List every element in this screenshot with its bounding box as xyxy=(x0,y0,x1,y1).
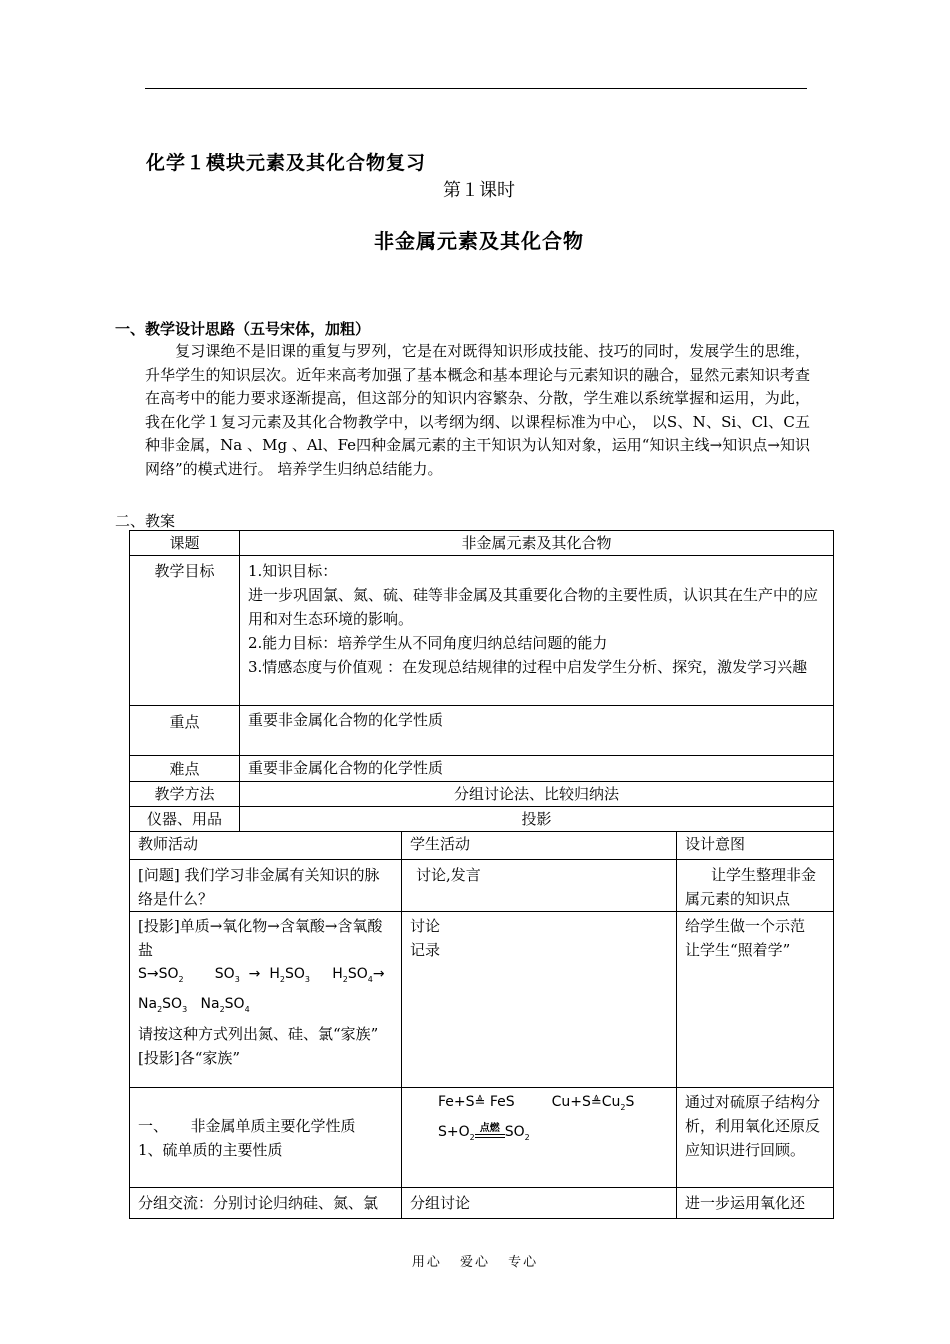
section1-paragraph-text: 复习课绝不是旧课的重复与罗列，它是在对既得知识形成技能、技巧的同时，发展学生的思维，升华学生的知识层次。近年来高考加强了基本概念和基本理论与元素知识的融合，显然元素知识考查在高考中的能力要求逐渐提高，但这部分的知识内容繁杂、分散，学生难以系统掌握和运用，为此，我在化学１复习元素及其化合物教学中，以考纲为纲、以课程标准为中心， 以S、N、Si、Cl、C五种非金属，Na 、Mg 、Al、Fe四种金属元素的主干知识为认知对象，运用“知识主线→知识点→知识网络”的模式进行。 培养学生归纳总结能力。 xyxy=(145,342,810,478)
ignite-condition xyxy=(475,1120,505,1146)
row1-teacher: [问题] 我们学习非金属有关知识的脉络是什么？ xyxy=(130,860,402,912)
topic-label: 课题 xyxy=(130,531,240,556)
footer-word-1: 用心 xyxy=(411,1255,442,1270)
row2-student-line1: 讨论 xyxy=(410,917,441,935)
row2-teacher xyxy=(130,912,402,1088)
table-row xyxy=(130,912,834,1088)
row4-student: 分组讨论 xyxy=(402,1188,677,1219)
goal1-title: 1.知识目标： xyxy=(248,562,338,580)
row1-intent: 让学生整理非金属元素的知识点 xyxy=(677,860,834,912)
row2-teacher-line2: $S\to SO_2$ $SO_3 \to H_2SO_3$ $H_2SO_4\to$ $Na_2SO_3$ $Na_2SO_4$ xyxy=(138,966,385,1014)
goals-label: 教学目标 xyxy=(130,556,240,706)
row4-intent: 进一步运用氧化还 xyxy=(677,1188,834,1219)
col-intent-header: 设计意图 xyxy=(677,832,834,860)
row3-intent: 通过对硫原子结构分析，利用氧化还原反应知识进行回顾。 xyxy=(677,1088,834,1188)
difficult-label: 难点 xyxy=(130,756,240,782)
row2-student-line2: 记录 xyxy=(410,941,441,959)
row4-teacher: 分组交流：分别讨论归纳硅、氮、氯 xyxy=(130,1188,402,1219)
topic-value: 非金属元素及其化合物 xyxy=(240,531,834,556)
lesson-plan-table xyxy=(129,530,834,1219)
tools-value: 投影 xyxy=(240,807,834,832)
row3-equations xyxy=(402,1088,677,1188)
lesson-number: 第１课时 xyxy=(443,180,515,201)
goal3-text: 在发现总结规律的过程中启发学生分析、探究，激发学习兴趣 xyxy=(402,658,808,676)
ignite-label: 点燃 xyxy=(479,1122,500,1134)
eq3-product: $SO_2$ xyxy=(504,1123,530,1142)
goal1-text: 进一步巩固氯、氮、硫、硅等非金属及其重要化合物的主要性质，认识其在生产中的应用和对生态环境的影响。 xyxy=(248,586,819,628)
method-value: 分组讨论法、比较归纳法 xyxy=(240,782,834,807)
equation-cu-s xyxy=(552,1090,635,1120)
row2-teacher-line3: 请按这种方式列出氮、硅、氯“家族” xyxy=(138,1024,379,1043)
heat-sign-icon: ≜ xyxy=(590,1095,602,1110)
tools-label: 仪器、用品 xyxy=(130,807,240,832)
table-row xyxy=(130,860,834,912)
goals-cell xyxy=(240,556,834,706)
eq1-reactants: Fe+S xyxy=(438,1094,475,1110)
eq2-reactants: Cu+S xyxy=(551,1094,591,1110)
row2-intent-line1: 给学生做一个示范 xyxy=(685,917,806,935)
equals-bar xyxy=(475,1134,505,1138)
eq1-product: FeS xyxy=(489,1094,515,1110)
key-value: 重要非金属化合物的化学性质 xyxy=(240,706,834,756)
row2-teacher-line1: [投影]单质→氧化物→含氧酸→含氧酸盐 xyxy=(138,917,383,959)
heat-sign-icon: ≜ xyxy=(474,1095,486,1110)
goal3-label: 3.情感态度与价值观 ： xyxy=(248,658,403,676)
row2-student xyxy=(402,912,677,1088)
row2-intent-line2: 让学生“照着学” xyxy=(685,941,791,959)
row1-student: 讨论,发言 xyxy=(402,860,677,912)
section2-heading: 二、教案 xyxy=(115,512,176,530)
section1-heading: 一、教学设计思路（五号宋体，加粗） xyxy=(115,320,371,338)
row2-teacher-line4: [投影]各“家族” xyxy=(138,1048,241,1067)
eq2-product: $Cu_2S$ xyxy=(601,1094,635,1112)
table-row xyxy=(130,1088,834,1188)
equation-fe-s xyxy=(438,1090,515,1115)
section1-paragraph xyxy=(145,340,810,481)
header-rule xyxy=(145,88,807,89)
page-footer xyxy=(0,1251,950,1270)
difficult-value: 重要非金属化合物的化学性质 xyxy=(240,756,834,782)
goal2: 2.能力目标：培养学生从不同角度归纳总结问题的能力 xyxy=(248,634,608,652)
row2-intent xyxy=(677,912,834,1088)
equation-s-o2 xyxy=(438,1120,668,1150)
footer-word-2: 爱心 xyxy=(459,1255,490,1270)
key-label: 重点 xyxy=(130,706,240,756)
topic-title: 非金属元素及其化合物 xyxy=(374,229,584,253)
row3-teacher xyxy=(130,1088,402,1188)
main-title: 化学１模块元素及其化合物复习 xyxy=(146,152,427,174)
col-student-header: 学生活动 xyxy=(402,832,677,860)
footer-word-3: 专心 xyxy=(508,1255,539,1270)
table-row xyxy=(130,1188,834,1219)
row3-teacher-line1: 一、 非金属单质主要化学性质 xyxy=(138,1116,356,1135)
method-label: 教学方法 xyxy=(130,782,240,807)
goal3 xyxy=(248,655,825,679)
col-teacher-header: 教师活动 xyxy=(130,832,402,860)
eq3-reactants: $S+O_2$ xyxy=(438,1123,475,1142)
row3-teacher-line2: 1、硫单质的主要性质 xyxy=(138,1140,283,1159)
